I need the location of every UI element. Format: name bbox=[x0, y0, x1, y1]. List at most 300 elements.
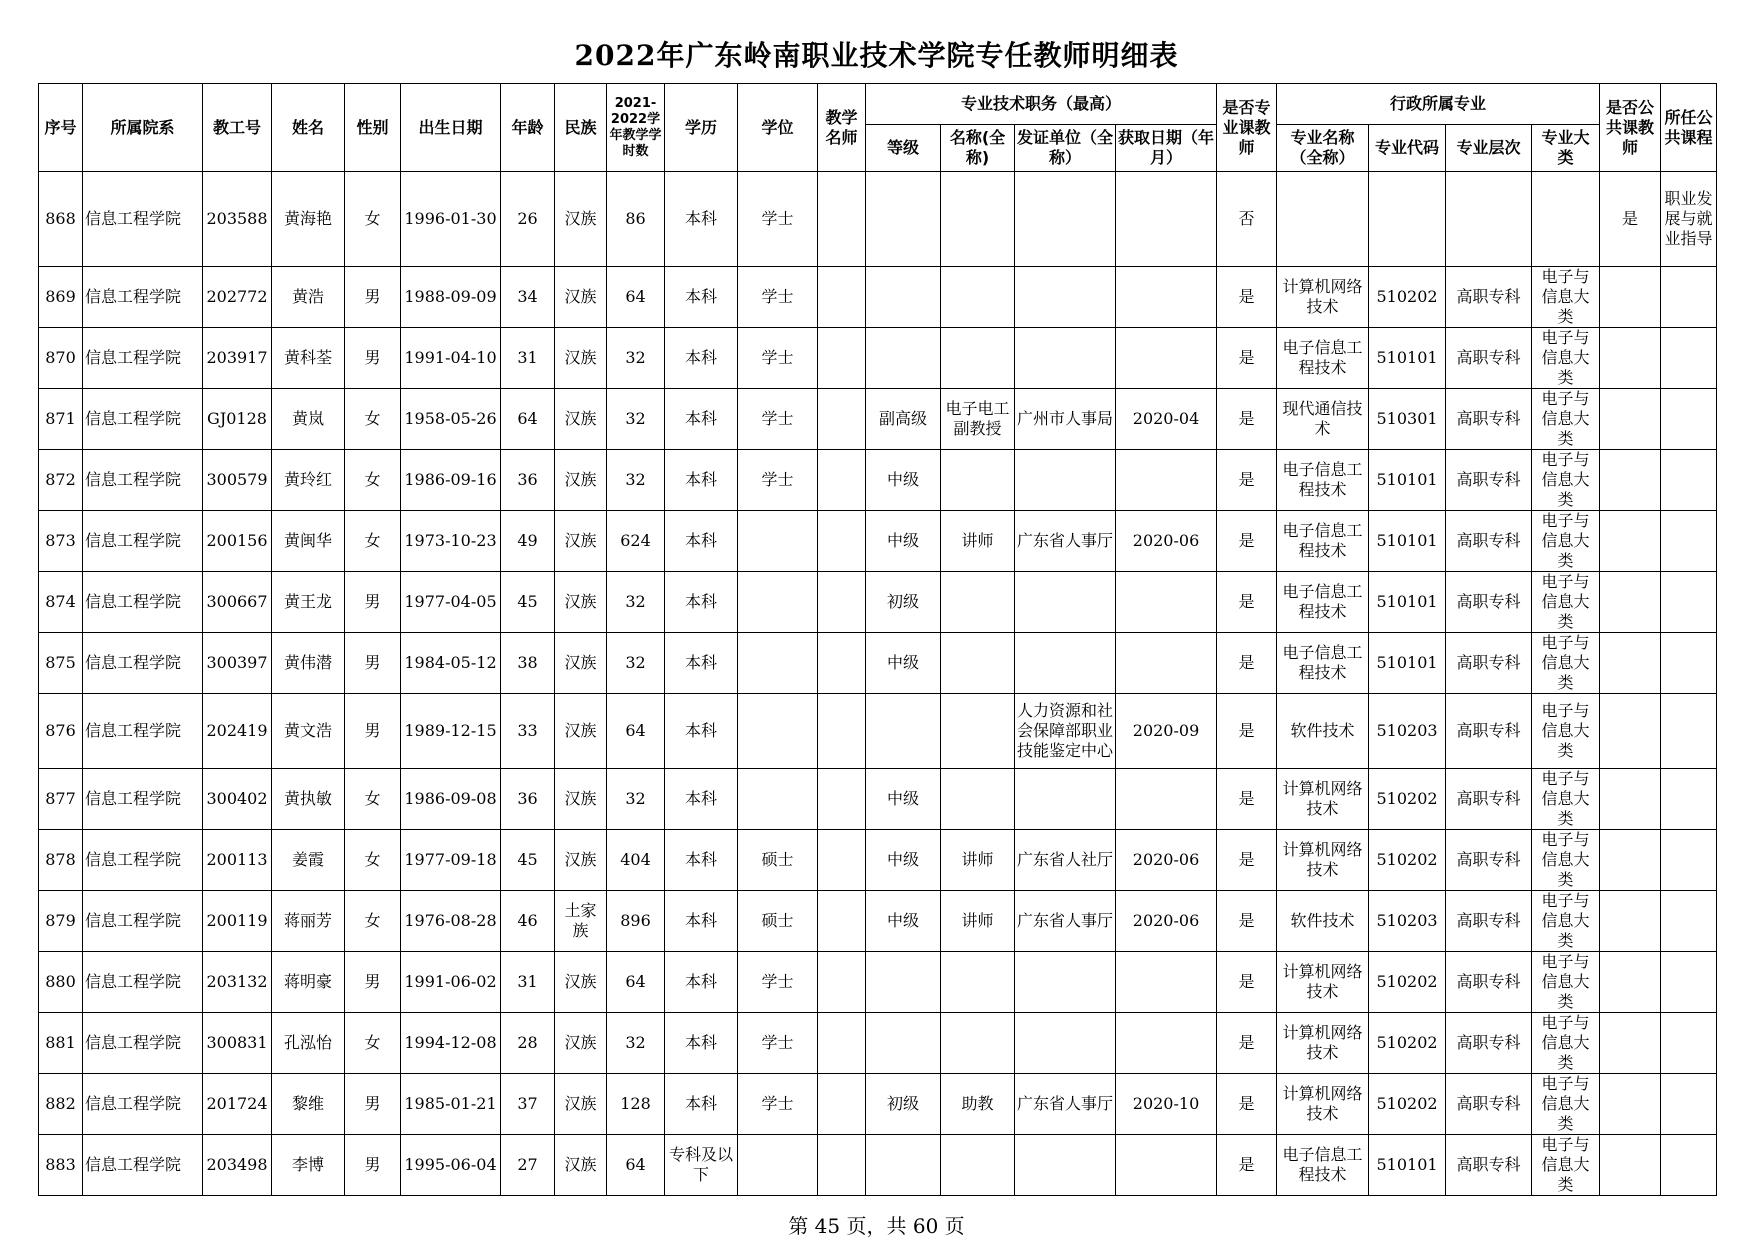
cell-degree bbox=[738, 572, 818, 633]
cell-title-date bbox=[1116, 328, 1217, 389]
cell-gender: 女 bbox=[345, 891, 401, 952]
cell-is-major-teacher: 是 bbox=[1217, 694, 1277, 769]
cell-degree: 学士 bbox=[738, 172, 818, 267]
cell-ethnicity: 汉族 bbox=[555, 450, 607, 511]
cell-title-issuer bbox=[1015, 1013, 1116, 1074]
cell-name: 蒋丽芳 bbox=[272, 891, 345, 952]
cell-education: 本科 bbox=[665, 511, 738, 572]
cell-major-code: 510203 bbox=[1369, 694, 1446, 769]
cell-major-category: 电子与信息大类 bbox=[1532, 267, 1600, 328]
cell-ethnicity: 汉族 bbox=[555, 572, 607, 633]
cell-degree: 学士 bbox=[738, 267, 818, 328]
cell-major-code: 510101 bbox=[1369, 633, 1446, 694]
cell-famous-teacher bbox=[818, 267, 866, 328]
cell-staff-id: GJ0128 bbox=[203, 389, 272, 450]
cell-gender: 女 bbox=[345, 389, 401, 450]
cell-education: 本科 bbox=[665, 830, 738, 891]
cell-title-date bbox=[1116, 1135, 1217, 1196]
header-title-level: 等级 bbox=[866, 125, 941, 172]
cell-title-level: 中级 bbox=[866, 633, 941, 694]
cell-title-name bbox=[941, 633, 1015, 694]
cell-major-level: 高职专科 bbox=[1446, 952, 1532, 1013]
cell-is-major-teacher: 是 bbox=[1217, 830, 1277, 891]
table-body bbox=[39, 172, 1717, 1196]
cell-major-level: 高职专科 bbox=[1446, 450, 1532, 511]
header-admin-group: 行政所属专业 bbox=[1277, 84, 1600, 125]
cell-major-level: 高职专科 bbox=[1446, 572, 1532, 633]
cell-title-date: 2020-06 bbox=[1116, 830, 1217, 891]
cell-title-issuer bbox=[1015, 267, 1116, 328]
cell-age: 28 bbox=[501, 1013, 555, 1074]
cell-is-public-teacher bbox=[1600, 891, 1661, 952]
cell-title-date: 2020-06 bbox=[1116, 511, 1217, 572]
cell-is-public-teacher bbox=[1600, 1135, 1661, 1196]
cell-major-code: 510202 bbox=[1369, 830, 1446, 891]
cell-ethnicity: 汉族 bbox=[555, 694, 607, 769]
cell-seq: 877 bbox=[39, 769, 83, 830]
cell-birth: 1984-05-12 bbox=[401, 633, 501, 694]
table-row bbox=[39, 1074, 1717, 1135]
cell-name: 蒋明豪 bbox=[272, 952, 345, 1013]
cell-title-name: 电子电工副教授 bbox=[941, 389, 1015, 450]
cell-name: 黄王龙 bbox=[272, 572, 345, 633]
cell-hours: 404 bbox=[607, 830, 665, 891]
cell-hours: 128 bbox=[607, 1074, 665, 1135]
cell-public-course bbox=[1661, 450, 1717, 511]
cell-degree: 硕士 bbox=[738, 891, 818, 952]
header-staff-id: 教工号 bbox=[203, 84, 272, 172]
cell-degree bbox=[738, 1135, 818, 1196]
cell-hours: 32 bbox=[607, 633, 665, 694]
cell-seq: 878 bbox=[39, 830, 83, 891]
header-title-group: 专业技术职务（最高） bbox=[866, 84, 1217, 125]
cell-hours: 896 bbox=[607, 891, 665, 952]
cell-public-course bbox=[1661, 1135, 1717, 1196]
cell-major-category: 电子与信息大类 bbox=[1532, 572, 1600, 633]
cell-age: 64 bbox=[501, 389, 555, 450]
cell-birth: 1977-04-05 bbox=[401, 572, 501, 633]
cell-education: 本科 bbox=[665, 1013, 738, 1074]
cell-public-course: 职业发展与就业指导 bbox=[1661, 172, 1717, 267]
header-seq: 序号 bbox=[39, 84, 83, 172]
header-public-course: 所任公共课程 bbox=[1661, 84, 1717, 172]
cell-ethnicity: 土家族 bbox=[555, 891, 607, 952]
cell-ethnicity: 汉族 bbox=[555, 511, 607, 572]
cell-seq: 882 bbox=[39, 1074, 83, 1135]
cell-degree: 硕士 bbox=[738, 830, 818, 891]
cell-major-level: 高职专科 bbox=[1446, 633, 1532, 694]
cell-title-issuer: 广州市人事局 bbox=[1015, 389, 1116, 450]
cell-title-name bbox=[941, 328, 1015, 389]
cell-title-date: 2020-04 bbox=[1116, 389, 1217, 450]
cell-name: 李博 bbox=[272, 1135, 345, 1196]
header-age: 年龄 bbox=[501, 84, 555, 172]
cell-famous-teacher bbox=[818, 694, 866, 769]
cell-famous-teacher bbox=[818, 572, 866, 633]
cell-education: 本科 bbox=[665, 694, 738, 769]
cell-title-name bbox=[941, 572, 1015, 633]
cell-title-name bbox=[941, 694, 1015, 769]
cell-title-name bbox=[941, 769, 1015, 830]
cell-ethnicity: 汉族 bbox=[555, 172, 607, 267]
cell-ethnicity: 汉族 bbox=[555, 328, 607, 389]
header-is-major-teacher: 是否专业课教师 bbox=[1217, 84, 1277, 172]
cell-is-public-teacher bbox=[1600, 572, 1661, 633]
cell-degree: 学士 bbox=[738, 952, 818, 1013]
cell-major-level: 高职专科 bbox=[1446, 389, 1532, 450]
table-row bbox=[39, 267, 1717, 328]
cell-college: 信息工程学院 bbox=[83, 572, 203, 633]
table-row bbox=[39, 769, 1717, 830]
cell-is-public-teacher bbox=[1600, 694, 1661, 769]
cell-famous-teacher bbox=[818, 952, 866, 1013]
header-education: 学历 bbox=[665, 84, 738, 172]
cell-is-major-teacher: 是 bbox=[1217, 450, 1277, 511]
cell-age: 38 bbox=[501, 633, 555, 694]
cell-famous-teacher bbox=[818, 328, 866, 389]
cell-major-name: 电子信息工程技术 bbox=[1277, 633, 1369, 694]
cell-is-major-teacher: 是 bbox=[1217, 952, 1277, 1013]
cell-ethnicity: 汉族 bbox=[555, 952, 607, 1013]
cell-public-course bbox=[1661, 511, 1717, 572]
header-birth: 出生日期 bbox=[401, 84, 501, 172]
cell-is-public-teacher bbox=[1600, 328, 1661, 389]
cell-is-public-teacher bbox=[1600, 952, 1661, 1013]
cell-staff-id: 200113 bbox=[203, 830, 272, 891]
cell-is-major-teacher: 是 bbox=[1217, 1135, 1277, 1196]
cell-seq: 872 bbox=[39, 450, 83, 511]
header-degree: 学位 bbox=[738, 84, 818, 172]
cell-is-public-teacher bbox=[1600, 511, 1661, 572]
cell-education: 本科 bbox=[665, 328, 738, 389]
cell-ethnicity: 汉族 bbox=[555, 1013, 607, 1074]
cell-staff-id: 203132 bbox=[203, 952, 272, 1013]
cell-major-code: 510101 bbox=[1369, 328, 1446, 389]
cell-name: 黄文浩 bbox=[272, 694, 345, 769]
cell-gender: 女 bbox=[345, 769, 401, 830]
header-title-date: 获取日期（年月） bbox=[1116, 125, 1217, 172]
cell-seq: 880 bbox=[39, 952, 83, 1013]
cell-hours: 32 bbox=[607, 769, 665, 830]
cell-staff-id: 202772 bbox=[203, 267, 272, 328]
cell-degree: 学士 bbox=[738, 450, 818, 511]
cell-public-course bbox=[1661, 694, 1717, 769]
cell-title-name bbox=[941, 267, 1015, 328]
table-row bbox=[39, 511, 1717, 572]
cell-is-major-teacher: 是 bbox=[1217, 511, 1277, 572]
cell-public-course bbox=[1661, 1013, 1717, 1074]
cell-major-category: 电子与信息大类 bbox=[1532, 1074, 1600, 1135]
header-major-category: 专业大类 bbox=[1532, 125, 1600, 172]
header-ethnicity: 民族 bbox=[555, 84, 607, 172]
cell-name: 黄科荃 bbox=[272, 328, 345, 389]
cell-title-issuer: 广东省人事厅 bbox=[1015, 891, 1116, 952]
cell-degree bbox=[738, 511, 818, 572]
cell-gender: 女 bbox=[345, 830, 401, 891]
cell-name: 黄岚 bbox=[272, 389, 345, 450]
cell-name: 黎维 bbox=[272, 1074, 345, 1135]
cell-education: 专科及以下 bbox=[665, 1135, 738, 1196]
cell-college: 信息工程学院 bbox=[83, 633, 203, 694]
cell-birth: 1986-09-16 bbox=[401, 450, 501, 511]
cell-title-date bbox=[1116, 267, 1217, 328]
cell-degree bbox=[738, 633, 818, 694]
cell-title-issuer: 广东省人事厅 bbox=[1015, 511, 1116, 572]
cell-title-level: 中级 bbox=[866, 450, 941, 511]
cell-gender: 男 bbox=[345, 952, 401, 1013]
cell-major-name: 计算机网络技术 bbox=[1277, 1074, 1369, 1135]
cell-major-level: 高职专科 bbox=[1446, 328, 1532, 389]
cell-public-course bbox=[1661, 952, 1717, 1013]
cell-seq: 871 bbox=[39, 389, 83, 450]
cell-public-course bbox=[1661, 891, 1717, 952]
cell-seq: 868 bbox=[39, 172, 83, 267]
table-row bbox=[39, 952, 1717, 1013]
cell-birth: 1985-01-21 bbox=[401, 1074, 501, 1135]
cell-major-level: 高职专科 bbox=[1446, 1135, 1532, 1196]
cell-is-public-teacher bbox=[1600, 769, 1661, 830]
cell-staff-id: 300402 bbox=[203, 769, 272, 830]
cell-title-date bbox=[1116, 633, 1217, 694]
cell-degree bbox=[738, 694, 818, 769]
cell-title-name bbox=[941, 1135, 1015, 1196]
cell-age: 26 bbox=[501, 172, 555, 267]
cell-title-issuer bbox=[1015, 172, 1116, 267]
cell-college: 信息工程学院 bbox=[83, 891, 203, 952]
header-hours: 2021-2022学年教学学时数 bbox=[607, 84, 665, 172]
cell-hours: 32 bbox=[607, 572, 665, 633]
cell-major-name: 现代通信技术 bbox=[1277, 389, 1369, 450]
cell-title-name: 讲师 bbox=[941, 891, 1015, 952]
cell-staff-id: 203588 bbox=[203, 172, 272, 267]
cell-name: 黄海艳 bbox=[272, 172, 345, 267]
cell-age: 49 bbox=[501, 511, 555, 572]
cell-public-course bbox=[1661, 267, 1717, 328]
cell-major-level: 高职专科 bbox=[1446, 830, 1532, 891]
cell-age: 31 bbox=[501, 952, 555, 1013]
cell-major-name: 软件技术 bbox=[1277, 891, 1369, 952]
cell-major-name: 电子信息工程技术 bbox=[1277, 511, 1369, 572]
cell-name: 黄闽华 bbox=[272, 511, 345, 572]
cell-staff-id: 300397 bbox=[203, 633, 272, 694]
cell-major-name: 计算机网络技术 bbox=[1277, 830, 1369, 891]
cell-birth: 1994-12-08 bbox=[401, 1013, 501, 1074]
cell-major-name: 计算机网络技术 bbox=[1277, 769, 1369, 830]
cell-hours: 32 bbox=[607, 389, 665, 450]
cell-name: 姜霞 bbox=[272, 830, 345, 891]
cell-title-date: 2020-09 bbox=[1116, 694, 1217, 769]
cell-title-issuer bbox=[1015, 572, 1116, 633]
cell-title-level bbox=[866, 952, 941, 1013]
cell-ethnicity: 汉族 bbox=[555, 1074, 607, 1135]
cell-college: 信息工程学院 bbox=[83, 1074, 203, 1135]
cell-birth: 1989-12-15 bbox=[401, 694, 501, 769]
cell-major-level: 高职专科 bbox=[1446, 1074, 1532, 1135]
cell-major-name: 电子信息工程技术 bbox=[1277, 328, 1369, 389]
cell-name: 黄执敏 bbox=[272, 769, 345, 830]
cell-major-name: 电子信息工程技术 bbox=[1277, 1135, 1369, 1196]
cell-staff-id: 300831 bbox=[203, 1013, 272, 1074]
cell-college: 信息工程学院 bbox=[83, 328, 203, 389]
cell-title-level: 初级 bbox=[866, 572, 941, 633]
cell-is-major-teacher: 是 bbox=[1217, 891, 1277, 952]
cell-education: 本科 bbox=[665, 389, 738, 450]
cell-age: 27 bbox=[501, 1135, 555, 1196]
cell-major-level: 高职专科 bbox=[1446, 769, 1532, 830]
cell-famous-teacher bbox=[818, 1135, 866, 1196]
cell-title-issuer: 人力资源和社会保障部职业技能鉴定中心 bbox=[1015, 694, 1116, 769]
cell-major-code: 510101 bbox=[1369, 450, 1446, 511]
cell-gender: 男 bbox=[345, 1135, 401, 1196]
cell-college: 信息工程学院 bbox=[83, 267, 203, 328]
cell-title-issuer bbox=[1015, 769, 1116, 830]
cell-college: 信息工程学院 bbox=[83, 389, 203, 450]
cell-is-major-teacher: 是 bbox=[1217, 769, 1277, 830]
cell-major-category: 电子与信息大类 bbox=[1532, 511, 1600, 572]
cell-major-name bbox=[1277, 172, 1369, 267]
cell-major-name: 软件技术 bbox=[1277, 694, 1369, 769]
cell-is-major-teacher: 是 bbox=[1217, 1074, 1277, 1135]
cell-major-category: 电子与信息大类 bbox=[1532, 694, 1600, 769]
cell-birth: 1976-08-28 bbox=[401, 891, 501, 952]
cell-title-level bbox=[866, 1013, 941, 1074]
cell-title-level bbox=[866, 1135, 941, 1196]
table-row bbox=[39, 830, 1717, 891]
cell-title-level bbox=[866, 267, 941, 328]
cell-is-major-teacher: 是 bbox=[1217, 572, 1277, 633]
cell-birth: 1991-06-02 bbox=[401, 952, 501, 1013]
cell-hours: 32 bbox=[607, 450, 665, 511]
cell-title-date: 2020-06 bbox=[1116, 891, 1217, 952]
cell-major-name: 计算机网络技术 bbox=[1277, 952, 1369, 1013]
table-row bbox=[39, 450, 1717, 511]
cell-title-issuer: 广东省人事厅 bbox=[1015, 1074, 1116, 1135]
cell-title-name bbox=[941, 172, 1015, 267]
header-major-name: 专业名称（全称） bbox=[1277, 125, 1369, 172]
cell-birth: 1986-09-08 bbox=[401, 769, 501, 830]
cell-major-code: 510202 bbox=[1369, 1013, 1446, 1074]
cell-title-name: 助教 bbox=[941, 1074, 1015, 1135]
cell-ethnicity: 汉族 bbox=[555, 769, 607, 830]
cell-college: 信息工程学院 bbox=[83, 830, 203, 891]
cell-ethnicity: 汉族 bbox=[555, 1135, 607, 1196]
cell-famous-teacher bbox=[818, 172, 866, 267]
cell-staff-id: 203498 bbox=[203, 1135, 272, 1196]
cell-age: 37 bbox=[501, 1074, 555, 1135]
cell-education: 本科 bbox=[665, 172, 738, 267]
cell-degree: 学士 bbox=[738, 389, 818, 450]
cell-hours: 64 bbox=[607, 952, 665, 1013]
cell-major-code: 510202 bbox=[1369, 769, 1446, 830]
cell-famous-teacher bbox=[818, 633, 866, 694]
cell-is-major-teacher: 是 bbox=[1217, 389, 1277, 450]
cell-major-category: 电子与信息大类 bbox=[1532, 633, 1600, 694]
cell-major-category: 电子与信息大类 bbox=[1532, 952, 1600, 1013]
cell-age: 34 bbox=[501, 267, 555, 328]
cell-title-issuer bbox=[1015, 328, 1116, 389]
cell-famous-teacher bbox=[818, 769, 866, 830]
cell-major-code: 510301 bbox=[1369, 389, 1446, 450]
cell-seq: 875 bbox=[39, 633, 83, 694]
cell-major-category: 电子与信息大类 bbox=[1532, 830, 1600, 891]
cell-hours: 64 bbox=[607, 694, 665, 769]
cell-title-date bbox=[1116, 572, 1217, 633]
cell-major-level: 高职专科 bbox=[1446, 1013, 1532, 1074]
table-row bbox=[39, 694, 1717, 769]
cell-seq: 876 bbox=[39, 694, 83, 769]
cell-major-name: 电子信息工程技术 bbox=[1277, 450, 1369, 511]
cell-public-course bbox=[1661, 830, 1717, 891]
cell-is-public-teacher bbox=[1600, 1013, 1661, 1074]
cell-title-date: 2020-10 bbox=[1116, 1074, 1217, 1135]
cell-birth: 1958-05-26 bbox=[401, 389, 501, 450]
cell-major-name: 计算机网络技术 bbox=[1277, 267, 1369, 328]
cell-birth: 1995-06-04 bbox=[401, 1135, 501, 1196]
cell-birth: 1988-09-09 bbox=[401, 267, 501, 328]
cell-major-category bbox=[1532, 172, 1600, 267]
cell-major-code bbox=[1369, 172, 1446, 267]
cell-age: 36 bbox=[501, 769, 555, 830]
cell-major-category: 电子与信息大类 bbox=[1532, 1135, 1600, 1196]
cell-gender: 男 bbox=[345, 328, 401, 389]
cell-major-code: 510203 bbox=[1369, 891, 1446, 952]
cell-staff-id: 200119 bbox=[203, 891, 272, 952]
table-row bbox=[39, 328, 1717, 389]
cell-birth: 1996-01-30 bbox=[401, 172, 501, 267]
header-college: 所属院系 bbox=[83, 84, 203, 172]
cell-major-level: 高职专科 bbox=[1446, 891, 1532, 952]
cell-degree: 学士 bbox=[738, 1074, 818, 1135]
cell-name: 黄玲红 bbox=[272, 450, 345, 511]
cell-major-category: 电子与信息大类 bbox=[1532, 328, 1600, 389]
cell-gender: 男 bbox=[345, 572, 401, 633]
cell-college: 信息工程学院 bbox=[83, 1013, 203, 1074]
header-gender: 性别 bbox=[345, 84, 401, 172]
cell-title-level: 中级 bbox=[866, 511, 941, 572]
cell-ethnicity: 汉族 bbox=[555, 830, 607, 891]
cell-gender: 女 bbox=[345, 450, 401, 511]
cell-is-major-teacher: 是 bbox=[1217, 328, 1277, 389]
cell-college: 信息工程学院 bbox=[83, 450, 203, 511]
table-row bbox=[39, 1135, 1717, 1196]
cell-major-category: 电子与信息大类 bbox=[1532, 769, 1600, 830]
cell-is-major-teacher: 否 bbox=[1217, 172, 1277, 267]
cell-is-major-teacher: 是 bbox=[1217, 633, 1277, 694]
cell-public-course bbox=[1661, 633, 1717, 694]
cell-title-level: 副高级 bbox=[866, 389, 941, 450]
cell-public-course bbox=[1661, 769, 1717, 830]
cell-seq: 869 bbox=[39, 267, 83, 328]
cell-hours: 624 bbox=[607, 511, 665, 572]
cell-name: 孔泓怡 bbox=[272, 1013, 345, 1074]
table-row bbox=[39, 172, 1717, 267]
cell-gender: 男 bbox=[345, 633, 401, 694]
cell-public-course bbox=[1661, 572, 1717, 633]
cell-public-course bbox=[1661, 1074, 1717, 1135]
cell-education: 本科 bbox=[665, 572, 738, 633]
cell-is-major-teacher: 是 bbox=[1217, 1013, 1277, 1074]
header-name: 姓名 bbox=[272, 84, 345, 172]
cell-title-level: 初级 bbox=[866, 1074, 941, 1135]
cell-staff-id: 203917 bbox=[203, 328, 272, 389]
table-row bbox=[39, 1013, 1717, 1074]
cell-education: 本科 bbox=[665, 891, 738, 952]
page-title: 2022年广东岭南职业技术学院专任教师明细表 bbox=[574, 39, 1179, 72]
cell-title-level: 中级 bbox=[866, 830, 941, 891]
cell-ethnicity: 汉族 bbox=[555, 389, 607, 450]
cell-college: 信息工程学院 bbox=[83, 694, 203, 769]
cell-title-name: 讲师 bbox=[941, 830, 1015, 891]
